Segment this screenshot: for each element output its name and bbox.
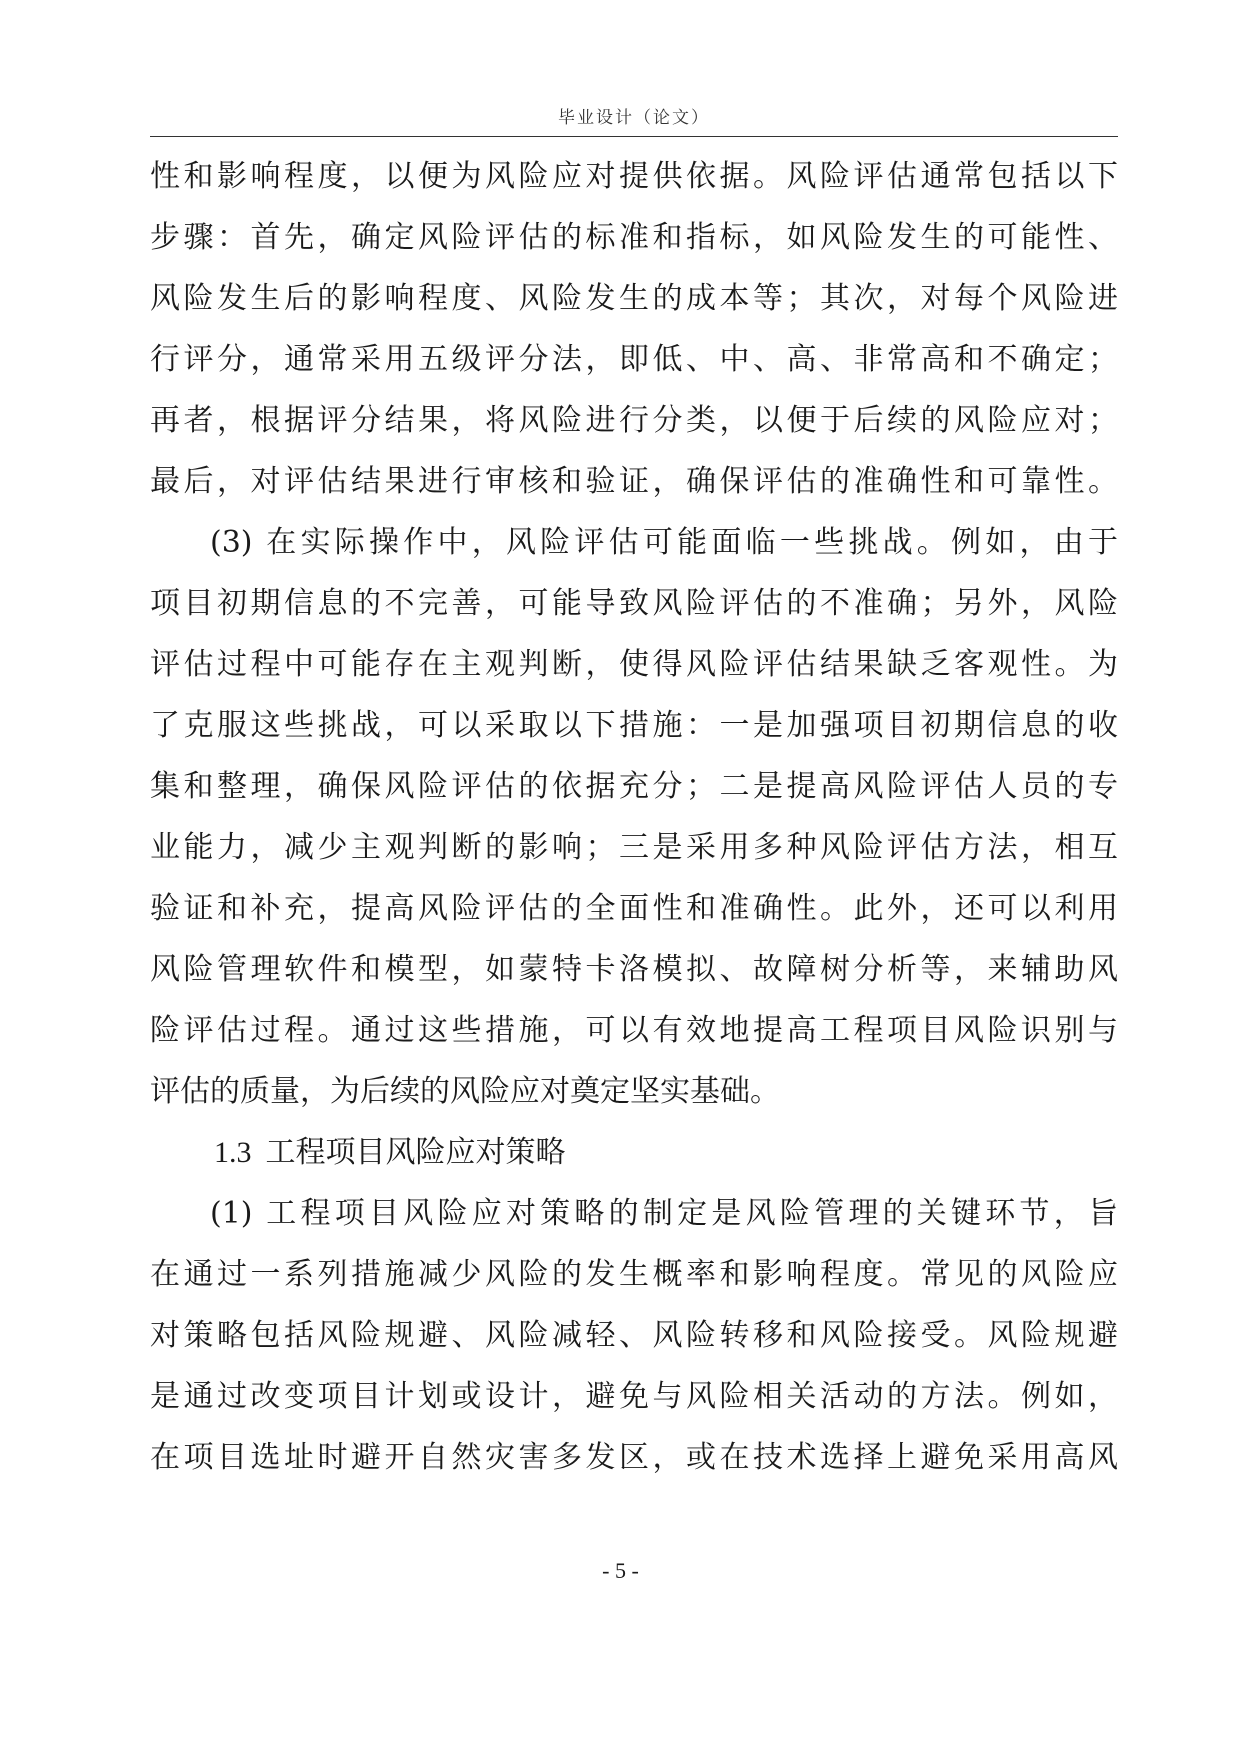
text-line: 对策略包括风险规避、风险减轻、风险转移和风险接受。风险规避 [150, 1318, 1118, 1353]
section-number: 1.3 [214, 1136, 252, 1169]
text-line: 是通过改变项目计划或设计，避免与风险相关活动的方法。例如， [150, 1379, 1118, 1414]
text-line: 风险发生后的影响程度、风险发生的成本等；其次，对每个风险进 [150, 281, 1118, 316]
section-heading [150, 1122, 1118, 1183]
page-number: - 5 - [602, 1558, 639, 1583]
text-line: 评估的质量，为后续的风险应对奠定坚实基础。 [150, 1074, 780, 1109]
text-line: 业能力，减少主观判断的影响；三是采用多种风险评估方法，相互 [150, 830, 1118, 865]
header-divider [150, 136, 1118, 137]
text-line: 在通过一系列措施减少风险的发生概率和影响程度。常见的风险应 [150, 1257, 1118, 1292]
section-title: 工程项目风险应对策略 [265, 1135, 566, 1170]
running-header: 毕业设计（论文） [558, 108, 710, 128]
body-text [150, 146, 1118, 1488]
text-line: 评估过程中可能存在主观判断，使得风险评估结果缺乏客观性。为 [150, 647, 1118, 682]
text-line: 了克服这些挑战，可以采取以下措施：一是加强项目初期信息的收 [150, 708, 1118, 743]
text-line: 性和影响程度，以便为风险应对提供依据。风险评估通常包括以下 [150, 159, 1118, 194]
text-line: (3) 在实际操作中，风险评估可能面临一些挑战。例如，由于 [210, 525, 1118, 560]
text-line: 在项目选址时避开自然灾害多发区，或在技术选择上避免采用高风 [150, 1440, 1118, 1475]
text-line: 行评分，通常采用五级评分法，即低、中、高、非常高和不确定； [150, 342, 1118, 377]
text-line: 项目初期信息的不完善，可能导致风险评估的不准确；另外，风险 [150, 586, 1118, 621]
text-line: 险评估过程。通过这些措施，可以有效地提高工程项目风险识别与 [150, 1013, 1118, 1048]
text-line: (1) 工程项目风险应对策略的制定是风险管理的关键环节，旨 [210, 1196, 1118, 1231]
text-line: 最后，对评估结果进行审核和验证，确保评估的准确性和可靠性。 [150, 464, 1118, 499]
text-line: 集和整理，确保风险评估的依据充分；二是提高风险评估人员的专 [150, 769, 1118, 804]
text-line: 风险管理软件和模型，如蒙特卡洛模拟、故障树分析等，来辅助风 [150, 952, 1118, 987]
text-line: 步骤：首先，确定风险评估的标准和指标，如风险发生的可能性、 [150, 220, 1118, 255]
text-line: 再者，根据评分结果，将风险进行分类，以便于后续的风险应对； [150, 403, 1118, 438]
text-line: 验证和补充，提高风险评估的全面性和准确性。此外，还可以利用 [150, 891, 1118, 926]
